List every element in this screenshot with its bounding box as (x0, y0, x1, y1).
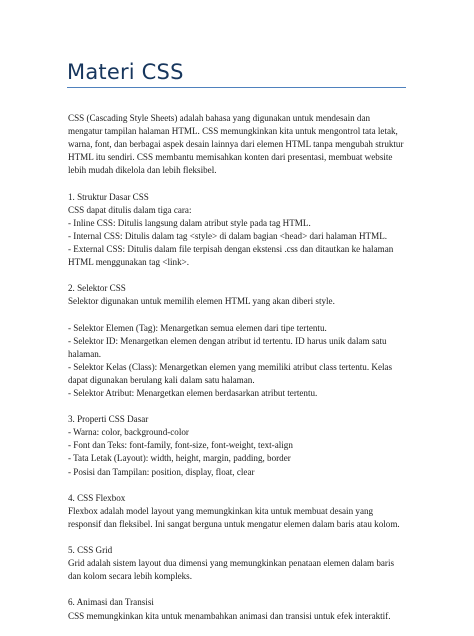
section-heading: 3. Properti CSS Dasar (68, 414, 149, 425)
section-1 (68, 191, 406, 270)
section-text: Selektor digunakan untuk memilih elemen HTML yang akan diberi style. (68, 296, 335, 307)
section-text: Grid adalah sistem layout dua dimensi yang memungkinkan penataan elemen dalam baris dan kolom secara lebih kompleks. (68, 558, 395, 582)
section-3 (68, 413, 406, 478)
title-underline (67, 87, 406, 88)
list-item: - Selektor Kelas (Class): Menargetkan elemen yang memiliki atribut class tertentu. Kelas dapat digunakan berulang kali dalam satu halaman. (68, 361, 393, 385)
section-heading: 2. Selektor CSS (68, 283, 126, 294)
list-item: - Selektor Elemen (Tag): Menargetkan semua elemen dari tipe tertentu. (68, 322, 327, 333)
section-heading: 1. Struktur Dasar CSS (68, 191, 149, 202)
section-text: CSS dapat ditulis dalam tiga cara: (68, 204, 192, 215)
section-4 (68, 492, 406, 531)
list-item: - Tata Letak (Layout): width, height, margin, padding, border (68, 453, 291, 464)
list-item: - Font dan Teks: font-family, font-size, font-weight, text-align (68, 440, 293, 451)
intro-text: CSS (Cascading Style Sheets) adalah bahasa yang digunakan untuk mendesain dan mengatur tampilan halaman HTML. CSS memungkinkan kita untuk mengontrol tata letak, warna, font, dan berbagai aspek desain lainnya dari elemen HTML tanpa mengubah struktur HTML itu sendiri. CSS membantu memisahkan konten dari presentasi, membuat website lebih mudah dikelola dan lebih fleksibel. (68, 113, 404, 176)
list-item: - External CSS: Ditulis dalam file terpisah dengan ekstensi .css dan ditautkan ke halaman HTML menggunakan tag <link>. (68, 243, 394, 268)
section-heading: 6. Animasi dan Transisi (68, 597, 154, 608)
section-heading: 4. CSS Flexbox (68, 492, 126, 503)
document-body (68, 112, 406, 636)
section-text: Flexbox adalah model layout yang memungkinkan kita untuk membuat desain yang responsif dan fleksibel. Ini sangat berguna untuk mengatur elemen dalam baris atau kolom. (68, 505, 400, 529)
section-6 (68, 596, 406, 622)
section-2-list (68, 322, 406, 401)
list-item: - Selektor ID: Menargetkan elemen dengan atribut id tertentu. ID harus unik dalam satu halaman. (68, 335, 387, 359)
section-text: CSS memungkinkan kita untuk menambahkan animasi dan transisi untuk efek interaktif. (68, 610, 391, 621)
section-5 (68, 544, 406, 583)
list-item: - Inline CSS: Ditulis langsung dalam atribut style pada tag HTML. (68, 217, 311, 228)
section-heading: 5. CSS Grid (68, 545, 113, 556)
list-item: - Warna: color, background-color (68, 427, 189, 438)
section-2 (68, 282, 406, 308)
document-title: Materi CSS (67, 60, 184, 84)
list-item: - Posisi dan Tampilan: position, display, float, clear (68, 466, 255, 477)
list-item: - Selektor Atribut: Menargetkan elemen berdasarkan atribut tertentu. (68, 387, 318, 398)
intro-paragraph (68, 112, 406, 177)
list-item: - Internal CSS: Ditulis dalam tag <style> di dalam bagian <head> dari halaman HTML. (68, 230, 388, 241)
